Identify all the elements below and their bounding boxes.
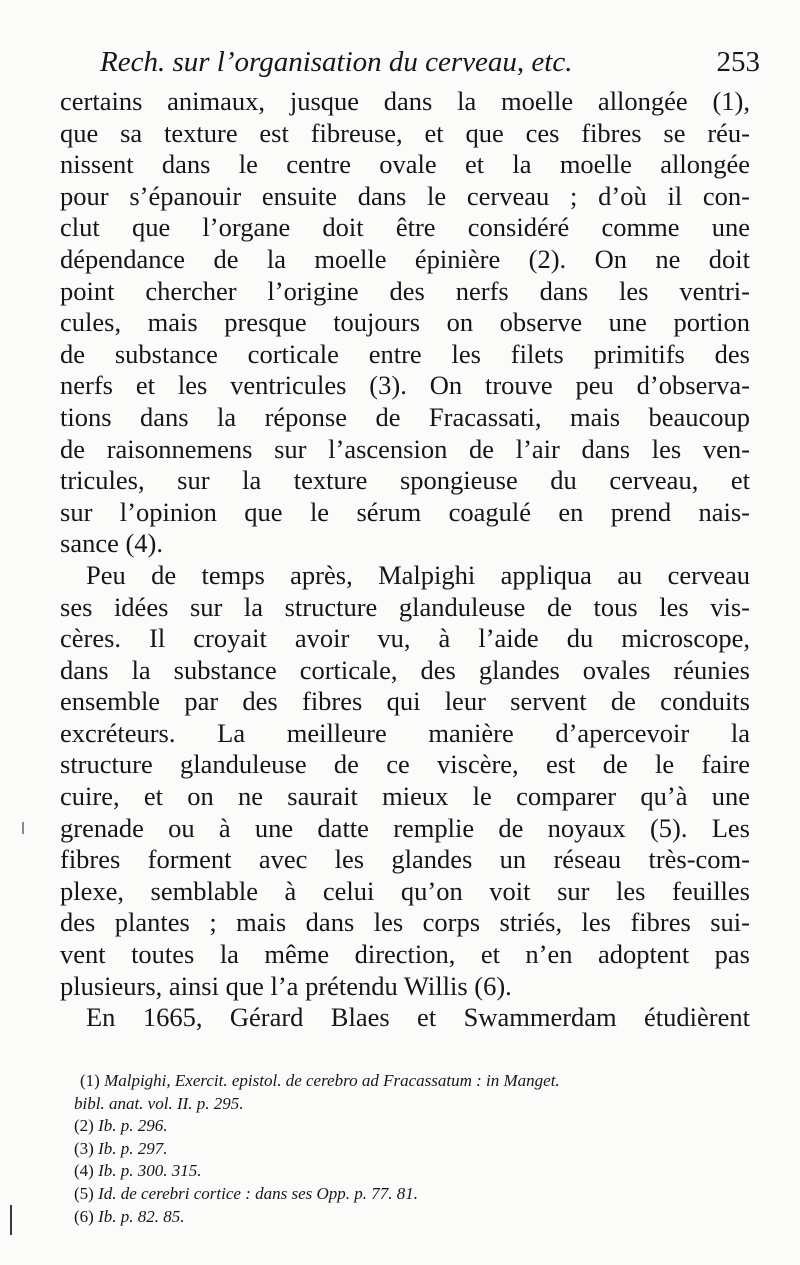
running-title: Rech. sur l’organisation du cerveau, etc. <box>100 46 573 78</box>
footnote-number: (2) <box>74 1116 94 1136</box>
text-line: tricules, sur la texture spongieuse du cerveau, et <box>60 465 750 496</box>
text-line: structure glanduleuse de ce viscère, est de le faire <box>60 749 750 780</box>
text-line: plexe, semblable à celui qu’on voit sur les feuilles <box>60 875 750 906</box>
running-head <box>100 42 760 82</box>
text-line: cules, mais presque toujours on observe une portion <box>60 307 750 338</box>
footnote-number: (3) <box>74 1138 94 1158</box>
paragraph-start-line: Peu de temps après, Malpighi appliqua au cerveau <box>86 559 750 590</box>
paragraph-end-line: sance (4). <box>60 528 163 559</box>
footnote-number: (6) <box>74 1206 94 1226</box>
footnote-3 <box>74 1138 764 1161</box>
text-line: fibres forment avec les glandes un réseau très-com- <box>60 844 750 875</box>
margin-mark <box>22 822 24 834</box>
footnote-text: Ib. p. 296. <box>98 1116 168 1136</box>
footnotes <box>74 1070 764 1228</box>
text-line: ses idées sur la structure glanduleuse de tous les vis- <box>60 591 750 622</box>
footnote-6 <box>74 1206 764 1229</box>
footnote-number: (1) <box>80 1071 100 1090</box>
footnote-1-continuation <box>74 1093 764 1116</box>
text-line: excréteurs. La meilleure manière d’apercevoir la <box>60 717 750 748</box>
text-line: dépendance de la moelle épinière (2). On ne doit <box>60 243 750 274</box>
text-line: certains animaux, jusque dans la moelle allongée (1), <box>60 86 750 116</box>
text-line: sur l’opinion que le sérum coagulé en prend nais- <box>60 496 750 527</box>
text-line: tions dans la réponse de Fracassati, mais beaucoup <box>60 401 750 432</box>
text-line: grenade ou à une datte remplie de noyaux (5). Les <box>60 812 750 843</box>
text-line: dans la substance corticale, des glandes ovales réunies <box>60 654 750 685</box>
text-line: nissent dans le centre ovale et la moelle allongée <box>60 149 750 180</box>
footnote-text: Ib. p. 297. <box>98 1138 168 1158</box>
footnote-2 <box>74 1115 764 1138</box>
text-line: nerfs et les ventricules (3). On trouve peu d’observa- <box>60 370 750 401</box>
body-text <box>60 86 750 1034</box>
text-line: cères. Il croyait avoir vu, à l’aide du microscope, <box>60 623 750 654</box>
footnote-text: Id. de cerebri cortice : dans ses Opp. p. 77. 81. <box>98 1183 419 1203</box>
footnote-5 <box>74 1183 764 1206</box>
text-line: point chercher l’origine des nerfs dans les ventri- <box>60 275 750 306</box>
text-line: des plantes ; mais dans les corps striés, les fibres sui- <box>60 907 750 938</box>
text-line: vent toutes la même direction, et n’en adoptent pas <box>60 939 750 970</box>
page-number: 253 <box>716 46 760 78</box>
text-line: clut que l’organe doit être considéré comme une <box>60 212 750 243</box>
gutter-mark <box>10 1205 12 1235</box>
footnote-1 <box>74 1070 764 1093</box>
footnote-text: Malpighi, Exercit. epistol. de cerebro ad Fracassatum : in Manget. <box>104 1071 560 1090</box>
footnote-number: (5) <box>74 1183 94 1203</box>
text-line: que sa texture est fibreuse, et que ces fibres se réu- <box>60 117 750 148</box>
footnote-4 <box>74 1160 764 1183</box>
text-line: ensemble par des fibres qui leur servent de conduits <box>60 686 750 717</box>
text-line: de substance corticale entre les filets primitifs des <box>60 338 750 369</box>
footnote-text: Ib. p. 82. 85. <box>98 1206 185 1226</box>
text-line: cuire, et on ne saurait mieux le comparer qu’à une <box>60 781 750 812</box>
text-line: de raisonnemens sur l’ascension de l’air dans les ven- <box>60 433 750 464</box>
paragraph-end-line: plusieurs, ainsi que l’a prétendu Willis (6). <box>60 970 512 1001</box>
footnote-number: (4) <box>74 1161 94 1181</box>
footnote-text: bibl. anat. vol. II. p. 295. <box>74 1093 244 1113</box>
text-line: pour s’épanouir ensuite dans le cerveau ; d’où il con- <box>60 180 750 211</box>
footnote-text: Ib. p. 300. 315. <box>98 1161 202 1181</box>
paragraph-start-line: En 1665, Gérard Blaes et Swammerdam étudièrent <box>86 1002 750 1033</box>
